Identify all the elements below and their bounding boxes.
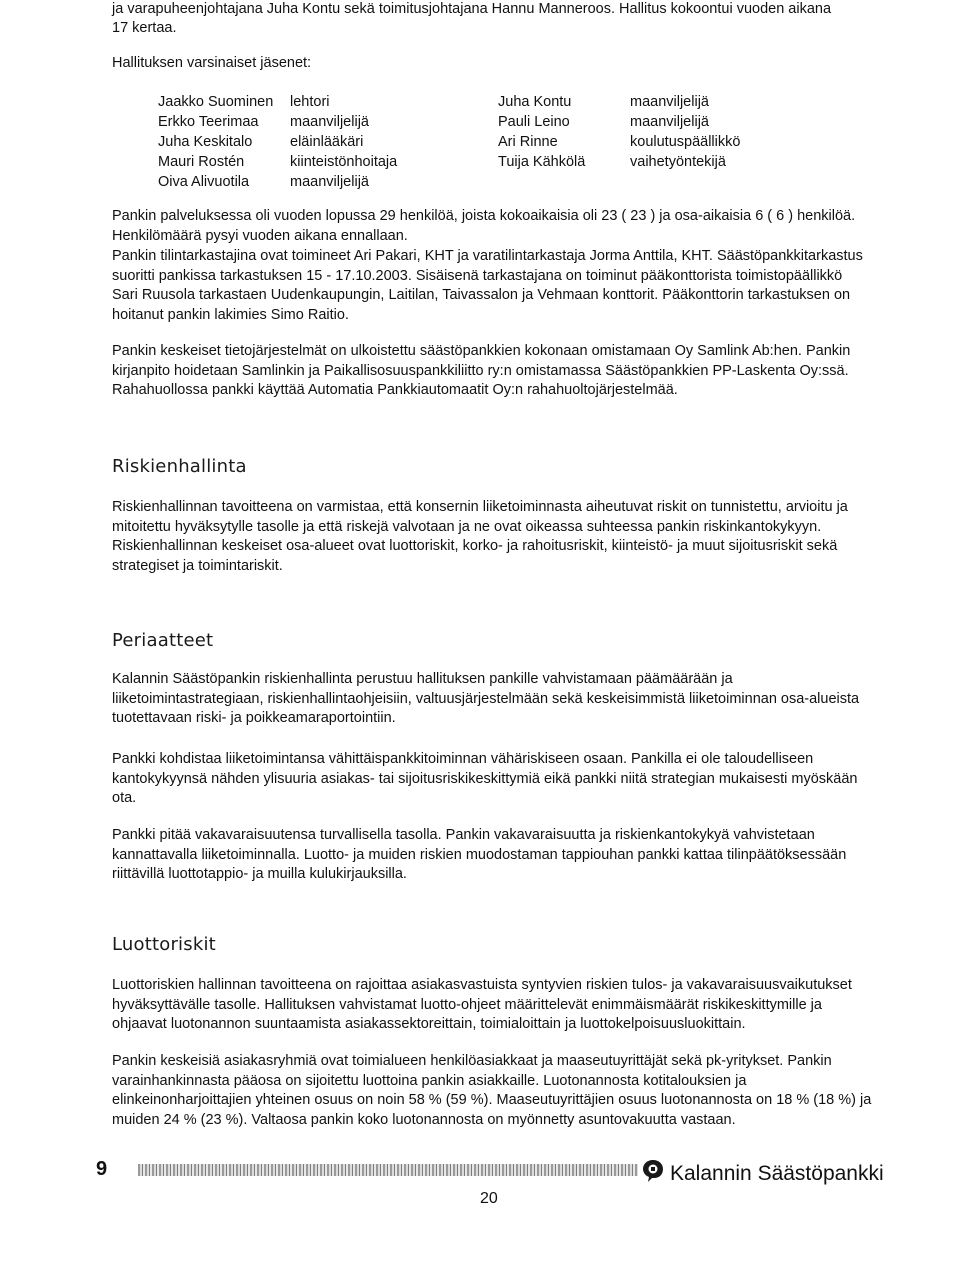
footer-decorative-band bbox=[138, 1164, 638, 1176]
board-row bbox=[158, 114, 798, 134]
member-role: maanviljelijä bbox=[630, 114, 709, 130]
board-row bbox=[158, 154, 798, 174]
member-role: kiinteistönhoitaja bbox=[290, 154, 398, 170]
brand-name: Kalannin Säästöpankki bbox=[670, 1161, 884, 1185]
member-role: maanviljelijä bbox=[630, 94, 709, 110]
periaatteet-paragraph-3: Pankki pitää vakavaraisuutensa turvallisella tasolla. Pankin vakavaraisuutta ja riskienkantokykyä vahvistetaan kannattavalla liiketoiminnalla. Luotto- ja muiden riskien muodostaman tappiouhan pankki kattaa tilinpäätöksessään riittävillä luottotappio- ja muilla kulukirjauksilla. bbox=[112, 827, 847, 882]
luottoriskit-paragraph-1: Luottoriskien hallinnan tavoitteena on rajoittaa asiakasvastuista syntyvien riskien tulos- ja vakavaraisuusvaikutukset hyväksyttävälle tasolle. Hallituksen vahvistamat luotto-ohjeet määrittelevät enimmäismäärät riskikeskittymille ja ohjaavat luotonannon suuntaamista asiakassektoreittain, toimialoittain ja luottokelpoisuusluokittain. bbox=[112, 977, 852, 1032]
section-heading-periaatteet: Periaatteet bbox=[112, 630, 214, 651]
board-row bbox=[158, 134, 798, 154]
member-name: Juha Keskitalo bbox=[158, 134, 253, 150]
board-members-title: Hallituksen varsinaiset jäsenet: bbox=[112, 55, 312, 71]
member-name: Erkko Teerimaa bbox=[158, 114, 259, 130]
savings-bank-logo-icon bbox=[640, 1158, 666, 1189]
member-name: Tuija Kähkölä bbox=[498, 154, 586, 170]
section-heading-riskienhallinta: Riskienhallinta bbox=[112, 456, 247, 477]
member-role: maanviljelijä bbox=[290, 114, 369, 130]
luottoriskit-paragraph-2: Pankin keskeisiä asiakasryhmiä ovat toimialueen henkilöasiakkaat ja maaseutuyrittäjät sekä pk-yritykset. Pankin varainhankinnasta pääosa on sijoitettu luottoina pankin asiakkaille. Luotonannosta kotitalouksien ja elinkeinonharjoittajien yhteinen osuus on noin 58 % (59 %). Maaseutuyrittäjien osuus luotonannosta on 18 % (18 %) ja muiden 24 % (23 %). Valtaosa pankin koko luotonannosta on myönnetty asuntovakuutta vastaan. bbox=[112, 1053, 872, 1128]
member-role: maanviljelijä bbox=[290, 174, 369, 190]
member-name: Juha Kontu bbox=[498, 94, 572, 110]
intro-line-1: ja varapuheenjohtajana Juha Kontu sekä toimitusjohtajana Hannu Manneroos. Hallitus kokoontui vuoden aikana bbox=[112, 1, 832, 17]
it-systems-paragraph: Pankin keskeiset tietojärjestelmät on ulkoistettu säästöpankkien kokonaan omistamaan Oy Samlink Ab:hen. Pankin kirjanpito hoidetaan Samlinkin ja Paikallisosuuspankkiliitto ry:n omistamassa Säästöpankkien PP-Laskenta Oy:ssä. Rahahuollossa pankki käyttää Automatia Pankkiautomaatit Oy:n rahahuoltojärjestelmää. bbox=[112, 343, 851, 398]
member-role: lehtori bbox=[290, 94, 330, 110]
periaatteet-paragraph-2: Pankki kohdistaa liiketoimintansa vähittäispankkitoiminnan vähäriskiseen osaan. Pankilla ei ole taloudelliseen kantokykyynsä nähden ylisuuria asiakas- tai sijoitusriskikeskittymiä eikä pankki niitä strategian mukaisesti myöskään ota. bbox=[112, 751, 858, 806]
member-role: eläinlääkäri bbox=[290, 134, 364, 150]
periaatteet-paragraph-1: Kalannin Säästöpankin riskienhallinta perustuu hallituksen pankille vahvistamaan päämäärään ja liiketoimintastrategiaan, riskienhallintaohjeisiin, valtuusjärjestelmään sekä keskeisimmistä liiketoiminnan osa-alueista tuotettavaan riski- ja poikkeamaraportointiin. bbox=[112, 671, 860, 726]
member-name: Oiva Alivuotila bbox=[158, 174, 250, 190]
member-name: Pauli Leino bbox=[498, 114, 570, 130]
member-name: Ari Rinne bbox=[498, 134, 558, 150]
member-role: vaihetyöntekijä bbox=[630, 154, 726, 170]
board-row bbox=[158, 94, 798, 114]
intro-line-2: 17 kertaa. bbox=[112, 20, 177, 36]
member-role: koulutuspäällikkö bbox=[630, 134, 741, 150]
board-row bbox=[158, 174, 798, 194]
brand-logo bbox=[640, 1158, 884, 1189]
member-name: Mauri Rostén bbox=[158, 154, 245, 170]
auditors-paragraph: Pankin tilintarkastajina ovat toimineet Ari Pakari, KHT ja varatilintarkastaja Jorma Anttila, KHT. Säästöpankkitarkastus suoritti pankissa tarkastuksen 15 - 17.10.2003. Sisäisenä tarkastajana on toiminut pääkonttorista toimistopäällikkö Sari Ruusola tarkastaen Uudenkaupungin, Laitilan, Taivassalon ja Vehmaan konttorit. Pääkonttorin tarkastuksen on hoitanut pankin lakimies Simo Raitio. bbox=[112, 248, 863, 323]
board-members-table bbox=[158, 94, 798, 194]
member-name: Jaakko Suominen bbox=[158, 94, 274, 110]
staff-paragraph: Pankin palveluksessa oli vuoden lopussa 29 henkilöä, joista kokoaikaisia oli 23 ( 23 ) ja osa-aikaisia 6 ( 6 ) henkilöä. Henkilömäärä pysyi vuoden aikana ennallaan. bbox=[112, 208, 856, 244]
riskienhallinta-paragraph: Riskienhallinnan tavoitteena on varmistaa, että konsernin liiketoiminnasta aiheutuvat riskit on tunnistettu, arvioitu ja mitoitettu hyväksytylle tasolle ja että riskejä valvotaan ja ne ovat oikeassa suhteessa pankin riskinkantokykyyn. Riskienhallinnan keskeiset osa-alueet ovat luottoriskit, korko- ja rahoitusriskit, kiinteistö- ja muut sijoitusriskit sekä strategiset ja toimintariskit. bbox=[112, 499, 848, 574]
section-heading-luottoriskit: Luottoriskit bbox=[112, 934, 216, 955]
page-number: 20 bbox=[480, 1190, 498, 1207]
footer-left-number: 9 bbox=[96, 1158, 108, 1180]
